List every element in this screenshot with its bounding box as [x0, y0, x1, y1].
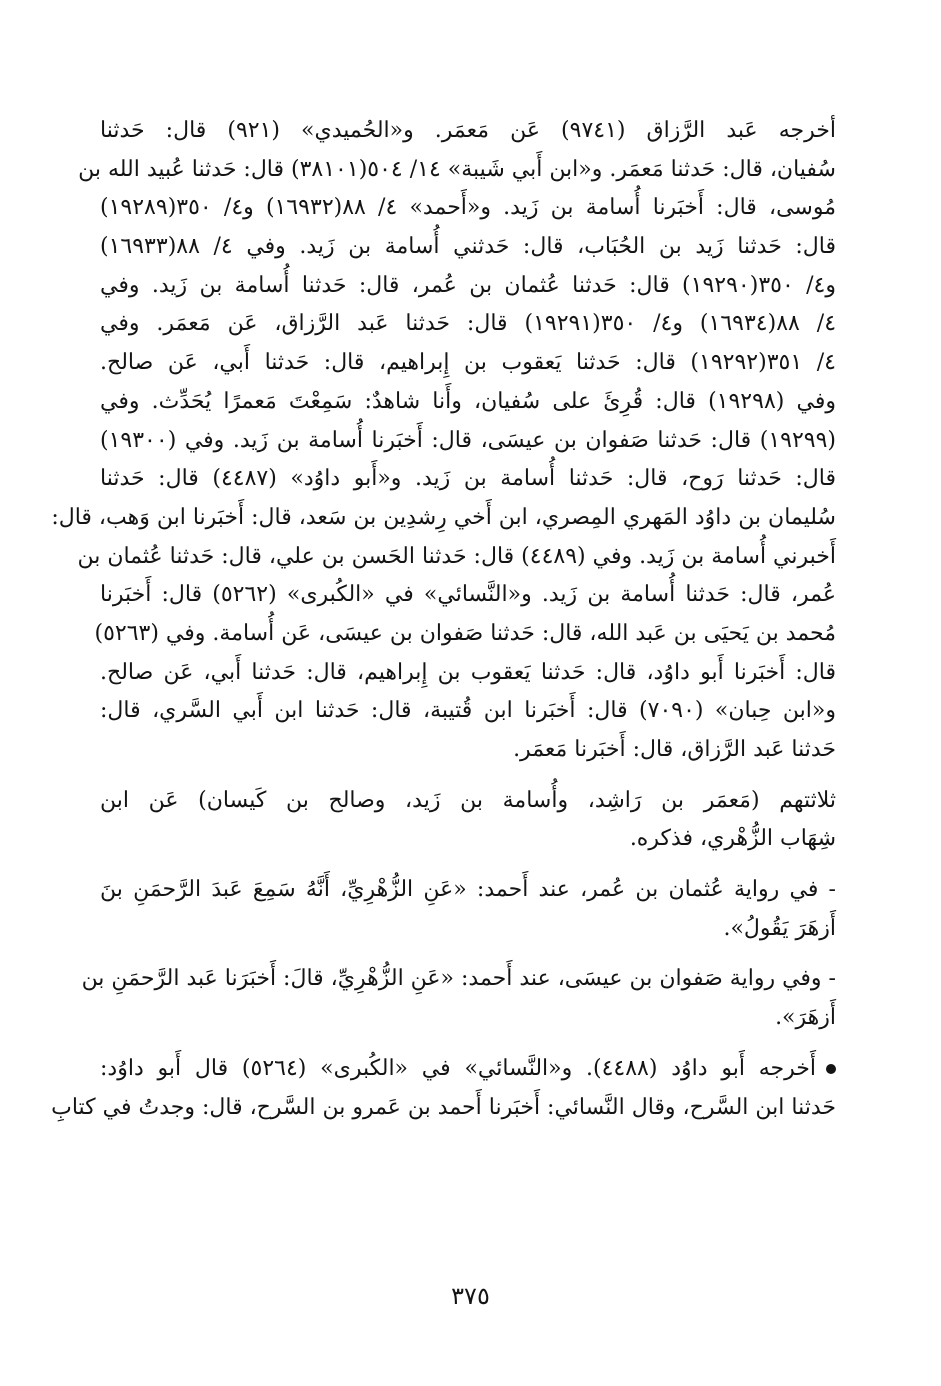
text-line: أخرجه عَبد الرَّزاق (٩٧٤١) عَن مَعمَر. و«الحُميدي» (٩٢١) قال: حَدثنا — [100, 118, 836, 143]
text-line: - وفي رواية صَفوان بن عيسَى، عند أَحمد: «عَنِ الزُّهْرِيِّ، قالَ: أَخبَرَنا عَبد الرَّحمَنِ بن — [81, 966, 836, 992]
bullet-line-text: أَخرجه أَبو داوُد (٤٤٨٨). و«النَّسائي» في «الكُبرى» (٥٢٦٤) قال أَبو داوُد: — [100, 1055, 816, 1081]
text-line: و٤/ ٣٥٠(١٩٢٩٠) قال: حَدثنا عُثمان بن عُمر، قال: حَدثنا أُسامة بن زَيد. وفي — [100, 272, 836, 298]
text-line: قال: أَخبَرنا أَبو داوُد، قال: حَدثنا يَعقوب بن إِبراهيم، قال: حَدثنا أَبي، عَن صالح. — [100, 659, 836, 685]
paragraph-gap — [100, 1038, 836, 1050]
paragraph-5 — [51, 1050, 836, 1127]
text-line: حَدثنا عَبد الرَّزاق، قال: أَخبَرنا مَعمَر. — [513, 737, 836, 762]
text-line: وفي (١٩٢٩٨) قال: قُرِئَ على سُفيان، وأَنا شاهدٌ: سَمِعْتَ مَعمرًا يُحَدِّث. وفي — [100, 388, 836, 414]
text-line: و«ابن حِبان» (٧٠٩٠) قال: أَخبَرنا ابن قُتيبة، قال: حَدثنا ابن أَبي السَّري، قال: — [100, 698, 836, 724]
text-line: - في رواية عُثمان بن عُمر، عند أَحمد: «عَنِ الزُّهْرِيِّ، أَنَّهُ سَمِعَ عَبدَ الرَّحمَنِ بنَ — [100, 877, 836, 903]
text-line: شِهَاب الزُّهْري، فذكره. — [629, 826, 836, 852]
text-line: سُفيان، قال: حَدثنا مَعمَر. و«ابن أَبي شَيبة» ١٤/ ٥٠٤(٣٨١٠١) قال: حَدثنا عُبيد الله بن — [78, 156, 836, 182]
page-number: ٣٧٥ — [451, 1282, 490, 1310]
text-line: قال: حَدثنا زَيد بن الحُبَاب، قال: حَدثني أُسامة بن زَيد. وفي ٤/ ٨٨(١٦٩٣٣) — [100, 234, 836, 260]
bullet-icon — [826, 1064, 836, 1074]
text-line: (١٩٢٩٩) قال: حَدثنا صَفوان بن عيسَى، قال: أَخبَرنا أُسامة بن زَيد. وفي (١٩٣٠٠) — [100, 427, 836, 453]
text-line: ثلاثتهم (مَعمَر بن رَاشِد، وأُسامة بن زَيد، وصالح بن كَيسان) عَن ابن — [100, 787, 836, 813]
paragraph-4 — [81, 960, 836, 1037]
text-line: ٤/ ٣٥١(١٩٢٩٢) قال: حَدثنا يَعقوب بن إِبراهيم، قال: حَدثنا أَبي، عَن صالح. — [100, 350, 836, 376]
paragraph-1 — [51, 112, 837, 770]
text-line: عُمر، قال: حَدثنا أُسامة بن زَيد. و«النَّسائي» في «الكُبرى» (٥٢٦٢) قال: أَخبَرنا — [100, 582, 836, 608]
paragraph-gap — [100, 859, 836, 871]
text-line: مُوسى، قال: أَخبَرنا أُسامة بن زَيد. و«أَحمد» ٤/ ٨٨(١٦٩٣٢) و٤/ ٣٥٠(١٩٢٨٩) — [100, 195, 837, 221]
page-body — [51, 112, 837, 1127]
text-line: حَدثنا ابن السَّرح، وقال النَّسائي: أَخبَرنا أَحمد بن عَمرو بن السَّرح، قال: وجدتُ في كتابِ — [51, 1094, 836, 1120]
text-line — [100, 1050, 836, 1089]
text-line: قال: حَدثنا رَوح، قال: حَدثنا أُسامة بن زَيد. و«أَبو داوُد» (٤٤٨٧) قال: حَدثنا — [100, 466, 836, 492]
text-line: سُليمان بن داوُد المَهري المِصري، ابن أَخي رِشدِين بن سَعد، قال: أَخبَرنا ابن وَهب، قال: — [51, 504, 836, 530]
text-line: أَزهَرَ». — [775, 1005, 836, 1031]
paragraph-gap — [100, 770, 836, 782]
text-line: أَخبرني أُسامة بن زَيد. وفي (٤٤٨٩) قال: حَدثنا الحَسن بن علي، قال: حَدثنا عُثمان بن — [77, 543, 836, 569]
paragraph-3 — [100, 871, 836, 948]
text-line: مُحمد بن يَحيَى بن عَبد الله، قال: حَدثنا صَفوان بن عيسَى، عَن أُسامة. وفي (٥٢٦٣) — [94, 620, 836, 646]
paragraph-gap — [100, 948, 836, 960]
paragraph-2 — [100, 782, 836, 859]
text-line: أَزهَرَ يَقُولُ». — [723, 915, 836, 941]
text-line: ٤/ ٨٨(١٦٩٣٤) و٤/ ٣٥٠(١٩٢٩١) قال: حَدثنا عَبد الرَّزاق، عَن مَعمَر. وفي — [100, 311, 837, 337]
